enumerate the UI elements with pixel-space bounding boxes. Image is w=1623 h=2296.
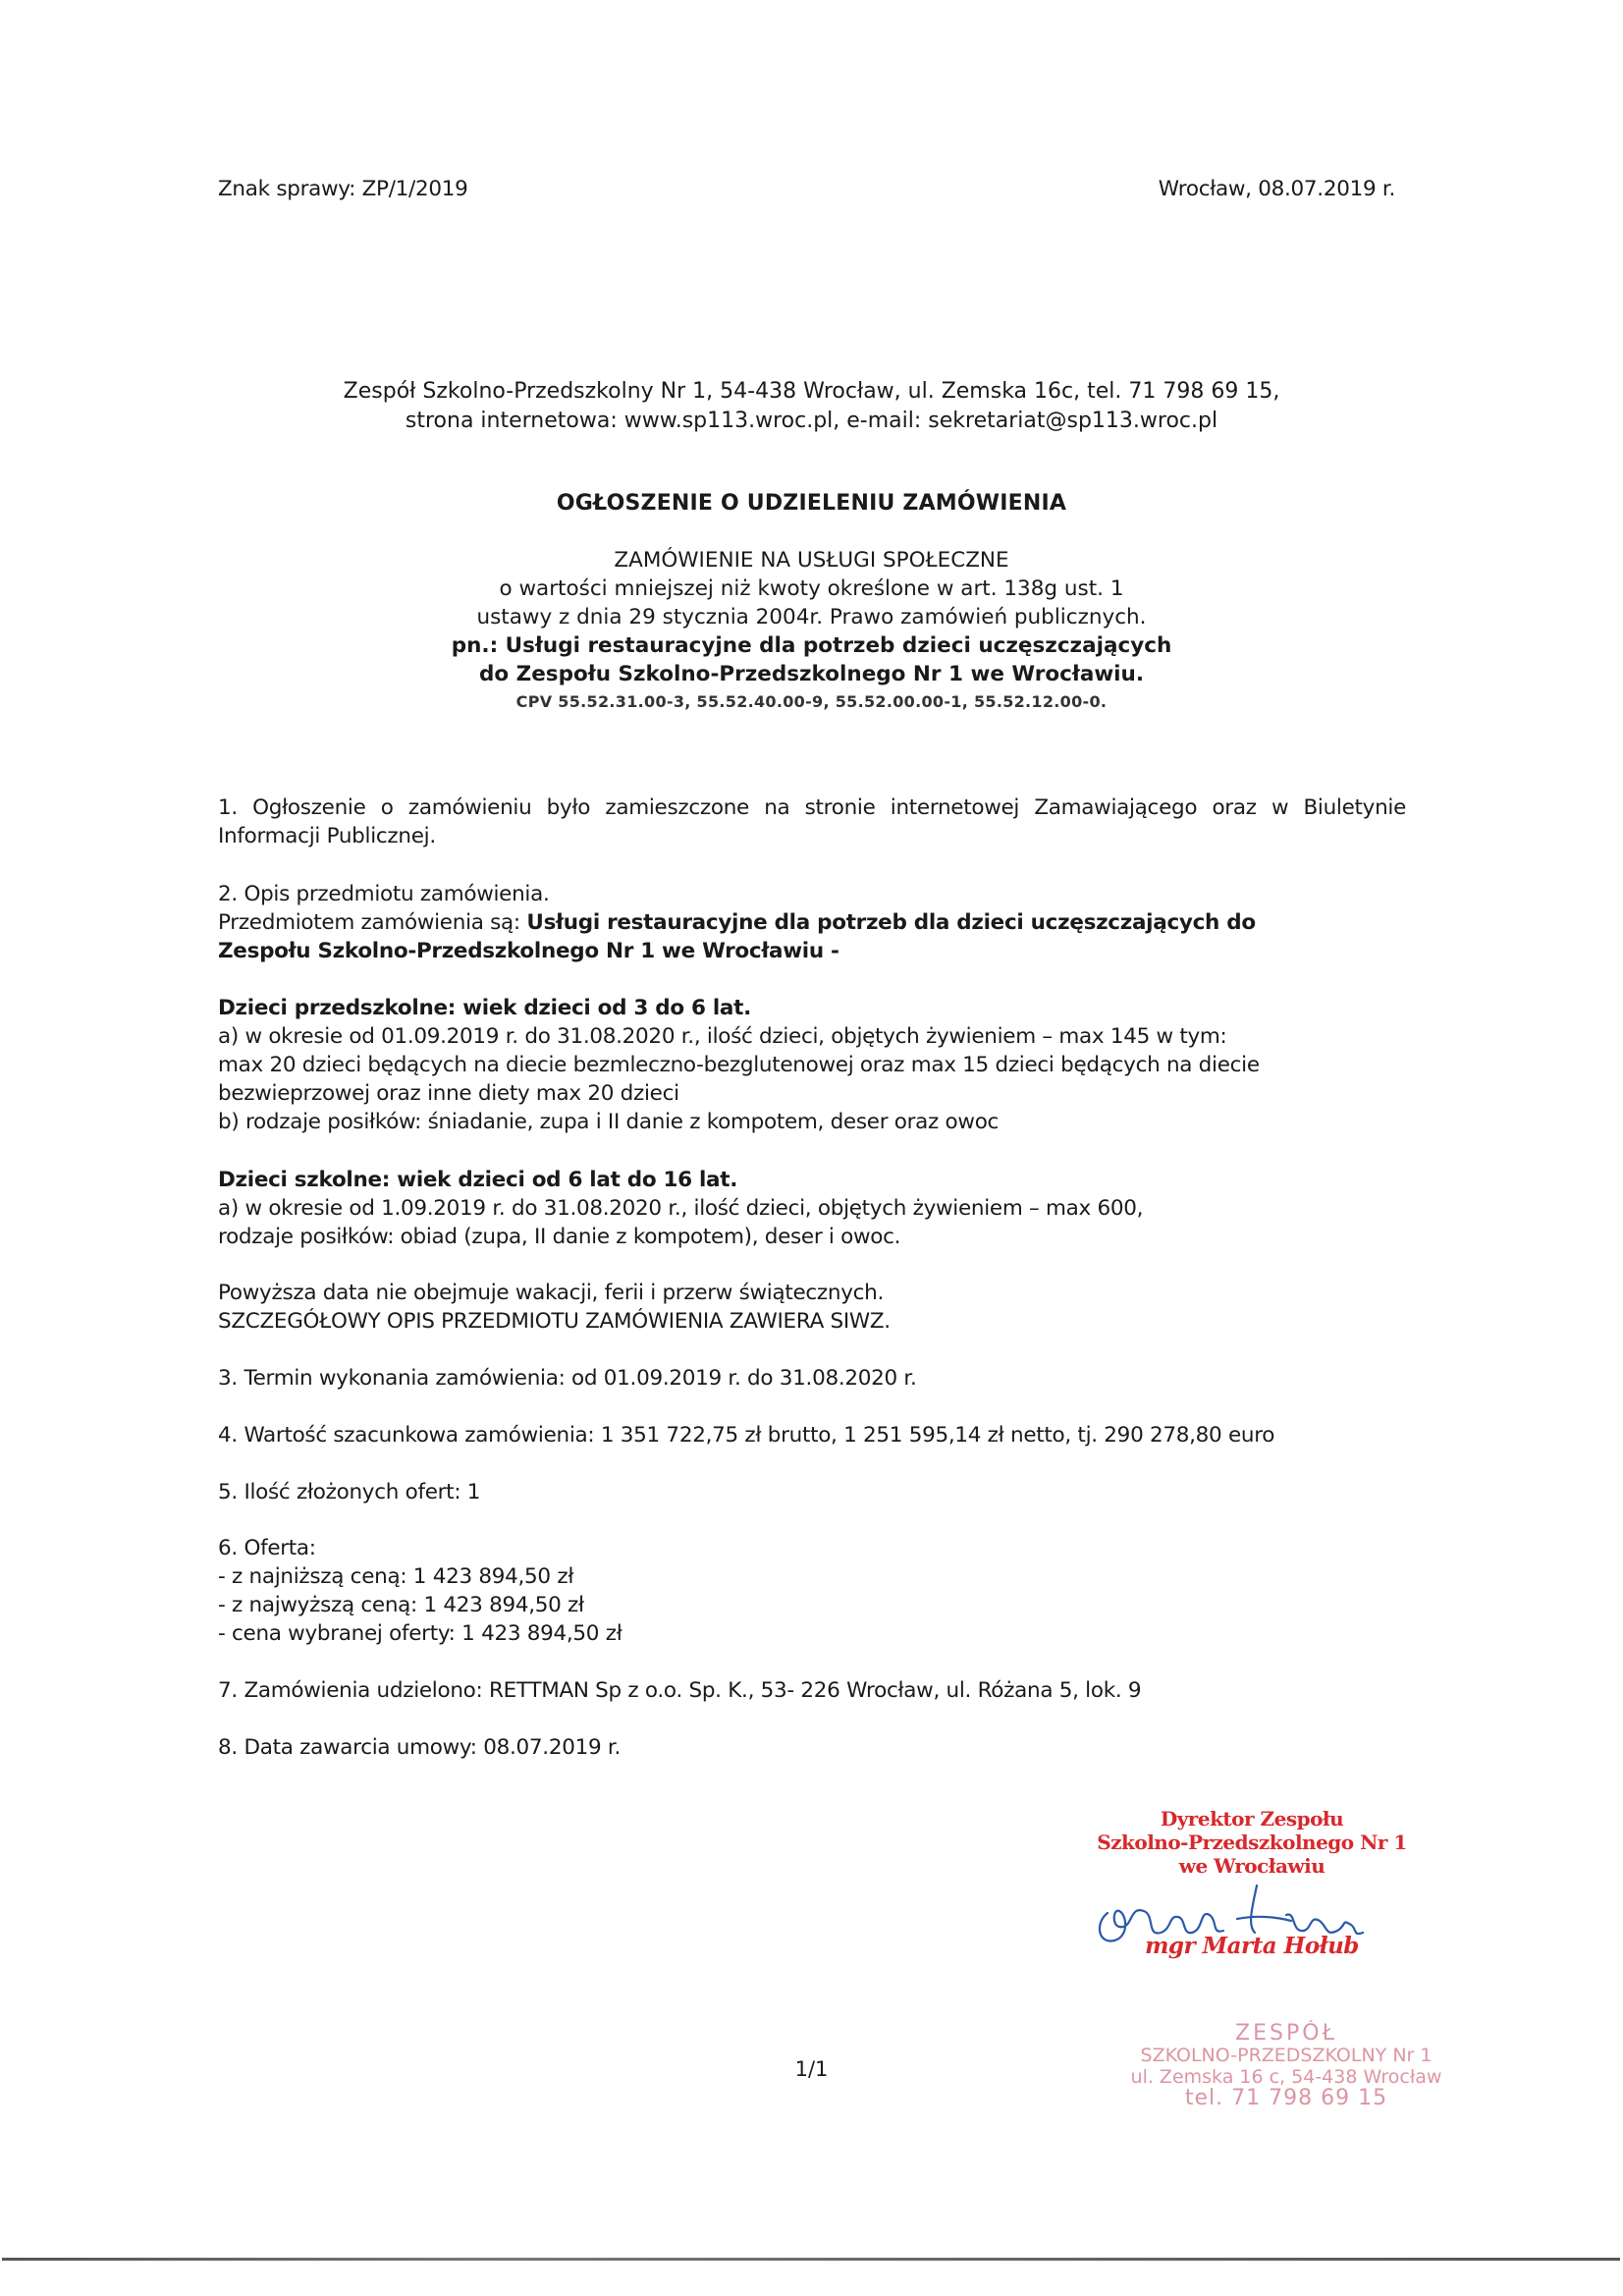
offer-highest: - z najwyższą ceną: 1 423 894,50 zł	[218, 1593, 584, 1617]
stamp-line: SZKOLNO-PRZEDSZKOLNY Nr 1	[1140, 2045, 1433, 2066]
section-8: 8. Data zawarcia umowy: 08.07.2019 r.	[218, 1735, 621, 1760]
section-7: 7. Zamówienia udzielono: RETTMAN Sp z o.o. Sp. K., 53- 226 Wrocław, ul. Różana 5, lok. 9	[218, 1678, 1142, 1703]
preschool-item-a: max 20 dzieci będących na diecie bezmleczno-bezglutenowej oraz max 15 dzieci będących na diecie	[218, 1053, 1260, 1077]
section-1	[218, 793, 1406, 850]
institution-stamp	[1090, 2023, 1483, 2109]
document-title: OGŁOSZENIE O UDZIELENIU ZAMÓWIENIA	[556, 491, 1067, 516]
stamp-city: we Wrocławiu	[1178, 1854, 1325, 1878]
school-block	[218, 1166, 1406, 1251]
institution-address: Zespół Szkolno-Przedszkolny Nr 1, 54-438 Wrocław, ul. Zemska 16c, tel. 71 798 69 15,	[343, 379, 1280, 404]
institution-contact: strona internetowa: www.sp113.wroc.pl, e-mail: sekretariat@sp113.wroc.pl	[405, 409, 1218, 433]
school-item-a: a) w okresie od 1.09.2019 r. do 31.08.2020 r., ilość dzieci, objętych żywieniem – max 600,	[218, 1196, 1144, 1221]
notes-block	[218, 1279, 1406, 1336]
preschool-item-b: b) rodzaje posiłków: śniadanie, zupa i II danie z kompotem, deser oraz owoc	[218, 1110, 1000, 1134]
preschool-block	[218, 994, 1406, 1136]
subtitle-subject: do Zespołu Szkolno-Przedszkolnego Nr 1 we Wrocławiu.	[478, 662, 1145, 686]
subtitle-line: ustawy z dnia 29 stycznia 2004r. Prawo zamówień publicznych.	[476, 605, 1147, 629]
note-siwz: SZCZEGÓŁOWY OPIS PRZEDMIOTU ZAMÓWIENIA ZAWIERA SIWZ.	[218, 1309, 891, 1334]
section-3: 3. Termin wykonania zamówienia: od 01.09.2019 r. do 31.08.2020 r.	[218, 1366, 917, 1391]
subtitle-line: o wartości mniejszej niż kwoty określone w art. 138g ust. 1	[499, 576, 1124, 601]
cpv-codes: CPV 55.52.31.00-3, 55.52.40.00-9, 55.52.00.00-1, 55.52.12.00-0.	[515, 692, 1108, 711]
offer-selected: - cena wybranej oferty: 1 423 894,50 zł	[218, 1621, 622, 1646]
note-dates: Powyższa data nie obejmuje wakacji, ferii i przerw świątecznych.	[218, 1281, 885, 1305]
preschool-heading: Dzieci przedszkolne: wiek dzieci od 3 do 6 lat.	[218, 996, 751, 1020]
institution-info	[0, 377, 1623, 436]
document-date: Wrocław, 08.07.2019 r.	[1158, 177, 1395, 201]
order-subtitle	[0, 546, 1623, 716]
section-2-heading: 2. Opis przedmiotu zamówienia.	[218, 882, 550, 906]
section-2	[218, 880, 1406, 965]
section-2-subject	[218, 908, 1327, 965]
director-signature-stamp	[1031, 1807, 1473, 1974]
section-4: 4. Wartość szacunkowa zamówienia: 1 351 722,75 zł brutto, 1 251 595,14 zł netto, tj. 290 278,80 euro	[218, 1423, 1275, 1448]
preschool-item-a: a) w okresie od 01.09.2019 r. do 31.08.2020 r., ilość dzieci, objętych żywieniem – max 145 w tym:	[218, 1024, 1227, 1049]
stamp-line: tel. 71 798 69 15	[1184, 2086, 1388, 2110]
director-name: mgr Marta Hołub	[1145, 1933, 1359, 1959]
offer-lowest: - z najniższą ceną: 1 423 894,50 zł	[218, 1564, 574, 1589]
case-reference: Znak sprawy: ZP/1/2019	[218, 177, 468, 201]
section-6-heading: 6. Oferta:	[218, 1536, 316, 1560]
stamp-line: ul. Zemska 16 c, 54-438 Wrocław	[1130, 2066, 1442, 2088]
stamp-director-title: Dyrektor Zespołu	[1160, 1807, 1344, 1831]
subtitle-subject: pn.: Usługi restauracyjne dla potrzeb dzieci uczęszczających	[451, 633, 1172, 658]
school-item-a: rodzaje posiłków: obiad (zupa, II danie z kompotem), deser i owoc.	[218, 1225, 901, 1249]
stamp-school-name: Szkolno-Przedszkolnego Nr 1	[1097, 1831, 1407, 1854]
page-number: 1/1	[794, 2057, 829, 2081]
section-1-text: 1. Ogłoszenie o zamówieniu było zamieszczone na stronie internetowej Zamawiającego oraz w Biuletynie Informacji Publicznej.	[218, 795, 1406, 848]
section-6	[218, 1534, 1406, 1648]
preschool-item-a: bezwieprzowej oraz inne diety max 20 dzieci	[218, 1081, 679, 1106]
subtitle-line: ZAMÓWIENIE NA USŁUGI SPOŁECZNE	[614, 548, 1009, 573]
section-2-subject-text: Usługi restauracyjne dla potrzeb dla dzieci uczęszczających do Zespołu Szkolno-Przedszkolnego Nr 1 we Wrocławiu -	[218, 910, 1256, 963]
school-heading: Dzieci szkolne: wiek dzieci od 6 lat do 16 lat.	[218, 1168, 738, 1192]
bottom-divider	[2, 2258, 1620, 2261]
section-5: 5. Ilość złożonych ofert: 1	[218, 1480, 481, 1504]
section-2-intro: Przedmiotem zamówienia są:	[218, 910, 527, 935]
stamp-line: ZESPÓŁ	[1235, 2021, 1337, 2046]
